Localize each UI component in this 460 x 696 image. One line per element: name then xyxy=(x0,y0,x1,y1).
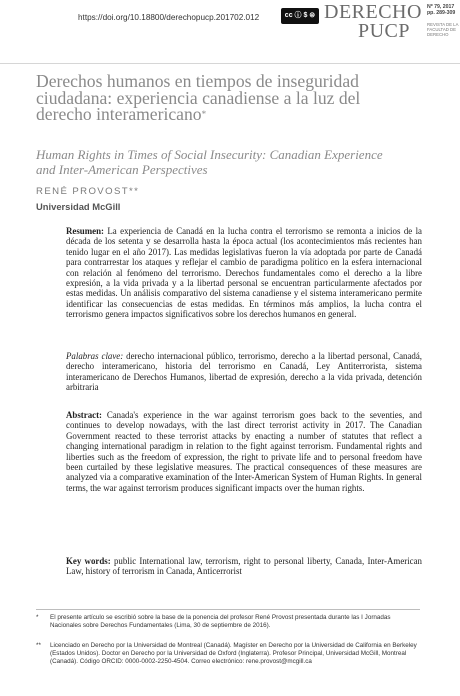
journal-description: REVISTA DE LA FACULTAD DE DERECHO xyxy=(427,21,459,38)
creative-commons-badge: cc ⓘ $ ⊜ xyxy=(281,8,319,24)
article-title xyxy=(36,73,366,123)
issue-info xyxy=(427,4,459,37)
resumen-label: Resumen: xyxy=(66,226,104,236)
author-affiliation: Universidad McGill xyxy=(36,201,121,212)
page-header xyxy=(0,0,460,62)
footnote-1-text: El presente artículo se escribió sobre la base de la ponencia del profesor René Provost presentada durante las I Jornadas Nacionales sobre Derechos Fundamentales (Lima, 30 de septiembre de 2016). xyxy=(50,614,391,629)
footnote-divider xyxy=(36,609,420,610)
keywords-text: public International law, terrorism, right to personal liberty, Canada, Inter-American Law, history of terrorism in Canada, Anticerrorist xyxy=(66,556,422,577)
article-subtitle: Human Rights in Times of Social Insecurity: Canadian Experience and Inter-American Perspectives xyxy=(36,147,383,177)
resumen-paragraph xyxy=(66,226,422,320)
footnote-2-mark: ** xyxy=(36,642,41,649)
footnote-1 xyxy=(36,614,420,630)
journal-logo xyxy=(324,1,422,42)
abstract-label: Abstract: xyxy=(66,410,102,420)
abstract-paragraph xyxy=(66,410,422,493)
palabras-clave-text: derecho internacional público, terrorismo, derecho a la libertad personal, Canadá, derecho interamericano, historia del terrorismo en Canadá, Ley Antiterrorista, sistema interamericano de Derechos Humanos, libertad de expresión, derecho a la vida privada, detención arbitraria xyxy=(66,351,422,393)
page-range: pp. 289-309 xyxy=(427,10,456,17)
keywords-paragraph xyxy=(66,556,422,577)
title-footnote-mark: * xyxy=(201,109,207,120)
footnote-2 xyxy=(36,642,420,666)
keywords-label: Key words: xyxy=(66,556,111,566)
footnote-2-text: Licenciado en Derecho por la Universidad de Montreal (Canadá). Magíster en Derecho por la Universidad de California en Berkeley (Estados Unidos). Doctor en Derecho por la Universidad de Oxford (Inglaterra). Profesor Principal, Universidad McGill, Montreal (Canadá). Código ORCID: 0000-0002-2250-4504. Correo electrónico: rene.provost@mcgill.ca xyxy=(50,642,417,665)
author-name: RENÉ PROVOST** xyxy=(36,186,140,197)
palabras-clave-paragraph xyxy=(66,351,422,393)
abstract-text: Canada's experience in the war against terrorism goes back to the seventies, and continues to develop nowadays, with the last direct terrorist activity in 2017. The Canadian Government reacted to these terrorist attacks by enacting a number of statutes that reflect a changing international paradigm in relation to the fight against terrorism. Fundamental rights and liberties such as the freedom of expression, the right to private life and to personal freedom have been curtailed by these legislative measures. The practical consequences of these measures are analyzed via a comparative examination of the Inter-American System of Human Rights. In general terms, the war against terrorism produces significant impacts over the human rights. xyxy=(66,410,422,493)
footnote-1-mark: * xyxy=(36,614,39,621)
brand-line-1: DERECHO xyxy=(324,1,422,23)
palabras-clave-label: Palabras clave: xyxy=(66,351,124,361)
resumen-text: La experiencia de Canadá en la lucha contra el terrorismo se remonta a inicios de la década de los setenta y se desarrolla hasta la época actual (los acontecimientos más recientes han tenido lugar en el año 2017). Las medidas legislativas fueron la vía adoptada por parte de Canadá para contrarrestar los ataques y reflejar el cambio de paradigma político en la esfera internacional con relación al fenómeno del terrorismo. Derechos fundamentales como el derecho a la libre expresión, a la vida privada y a la libertad personal se encuentran particularmente afectados por estas medidas. Un análisis comparativo del sistema canadiense y el sistema interamericano permite identificar las consecuencias de estas medidas. En términos más amplios, la lucha contra el terrorismo genera impactos significativos sobre los derechos humanos en general. xyxy=(66,226,422,320)
header-divider xyxy=(0,63,460,64)
brand-line-2: PUCP xyxy=(357,20,410,42)
title-text: Derechos humanos en tiempos de inseguridad ciudadana: experiencia canadiense a la luz del derecho interamericano xyxy=(36,71,361,125)
issue-number: Nº 79, 2017 xyxy=(427,4,455,10)
doi-link[interactable]: https://doi.org/10.18800/derechopucp.201702.012 xyxy=(78,13,260,22)
